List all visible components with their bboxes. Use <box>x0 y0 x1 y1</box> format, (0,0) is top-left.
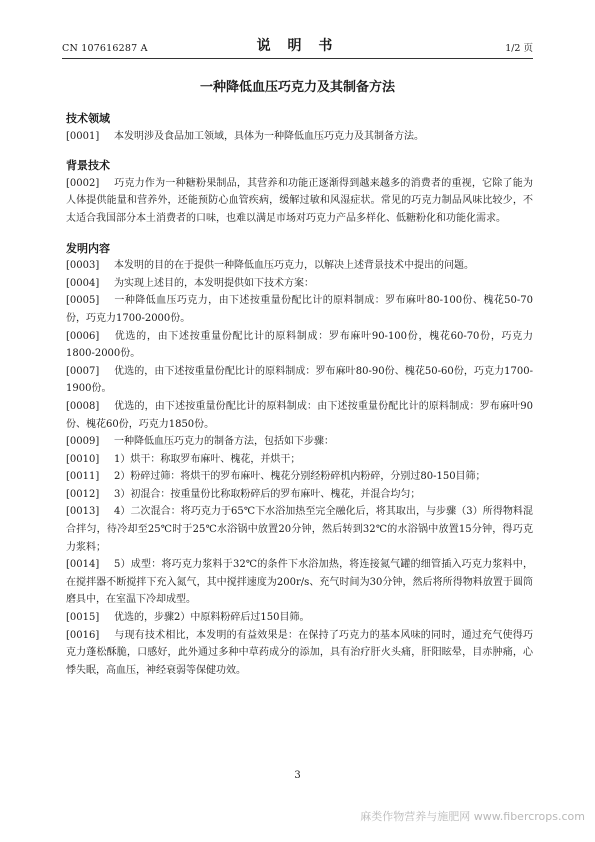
paragraph <box>66 451 533 469</box>
paragraph-text: 5）成型：将巧克力浆料于32℃的条件下水浴加热，将连接氮气罐的细管插入巧克力浆料中，在搅拌器不断搅拌下充入氮气，其中搅拌速度为200r/s、充气时间为30分钟，然后将所得物料放置于圆筒磨具中，在室温下冷却成型。 <box>66 559 533 606</box>
paragraph <box>66 433 533 451</box>
paragraph-number: [0004] <box>66 277 100 289</box>
paragraph <box>66 292 533 327</box>
paragraph-text: 一种降低血压巧克力，由下述按重量份配比计的原料制成：罗布麻叶80-100份、槐花50-70份，巧克力1700-2000份。 <box>66 295 533 324</box>
paragraph-number: [0013] <box>66 506 100 518</box>
paragraph-text: 1）烘干：称取罗布麻叶、槐花，并烘干； <box>114 453 301 465</box>
paragraph-number: [0015] <box>66 612 100 624</box>
paragraph <box>66 556 533 609</box>
paragraph-text: 优选的，步骤2）中原料粉碎后过150目筛。 <box>114 612 310 624</box>
paragraph <box>66 486 533 504</box>
paragraph <box>66 175 533 228</box>
paragraph <box>66 328 533 363</box>
doc-type-title: 说 明 书 <box>256 38 339 54</box>
page-number: 3 <box>294 770 301 781</box>
page-count: 1/2 页 <box>505 43 533 54</box>
paragraph-number: [0008] <box>66 400 100 412</box>
paragraph-text: 2）粉碎过筛：将烘干的罗布麻叶、槐花分别经粉碎机内粉碎，分别过80-150目筛； <box>114 471 486 483</box>
paragraph-text: 本发明的目的在于提供一种降低血压巧克力，以解决上述背景技术中提出的问题。 <box>114 260 474 272</box>
document-title: 一种降低血压巧克力及其制备方法 <box>199 80 395 95</box>
section-heading-tech-field: 技术领域 <box>66 112 110 125</box>
paragraph-text: 4）二次混合：将巧克力于65℃下水浴加热至完全融化后，将其取出，与步骤（3）所得物料混合拌匀，待冷却至25℃时于25℃水浴锅中放置20分钟，然后转到32℃的水浴锅中放置15分钟，得巧克力浆料； <box>66 506 533 553</box>
paragraph-number: [0003] <box>66 260 100 272</box>
paragraph <box>66 468 533 486</box>
paragraph-number: [0007] <box>66 365 100 377</box>
paragraph <box>66 609 533 627</box>
paragraph-text: 为实现上述目的，本发明提供如下技术方案： <box>114 277 314 289</box>
paragraph-text: 一种降低血压巧克力的制备方法，包括如下步骤： <box>114 436 334 448</box>
paragraph-text: 3）初混合：按重量份比称取粉碎后的罗布麻叶、槐花，并混合均匀； <box>114 488 421 500</box>
paragraph <box>66 627 533 680</box>
section-heading-background: 背景技术 <box>66 159 110 173</box>
paragraph-number: [0016] <box>66 629 100 641</box>
paragraph-number: [0002] <box>66 177 100 189</box>
paragraph-text: 优选的，由下述按重量份配比计的原料制成：由下述按重量份配比计的原料制成：罗布麻叶90份、槐花60份，巧克力1850份。 <box>66 400 533 430</box>
paragraph-number: [0012] <box>66 488 100 500</box>
watermark-text: 麻类作物营养与施肥网 www.fibercrops.com <box>360 810 585 823</box>
paragraph-number: [0001] <box>66 130 100 142</box>
paragraph <box>66 503 533 556</box>
paragraph-number: [0011] <box>66 471 100 483</box>
document-body <box>66 110 533 679</box>
paragraph-text: 优选的，由下述按重量份配比计的原料制成：罗布麻叶90-100份，槐花60-70份，巧克力1800-2000份。 <box>66 330 533 360</box>
paragraph <box>66 128 533 146</box>
paragraph <box>66 257 533 275</box>
paragraph-number: [0010] <box>66 453 100 465</box>
paragraph-text: 优选的，由下述按重量份配比计的原料制成：罗布麻叶80-90份、槐花50-60份，巧克力1700-1900份。 <box>66 365 533 395</box>
paragraph <box>66 363 533 398</box>
paragraph-number: [0005] <box>66 295 100 307</box>
paragraph-text: 与现有技术相比，本发明的有益效果是：在保持了巧克力的基本风味的同时，通过充气使得巧克力蓬松酥脆，口感好，此外通过多种中草药成分的添加，具有治疗肝火头痛，肝阳眩晕，目赤肿痛，心悸失眠，高血压，神经衰弱等保健功效。 <box>66 629 533 676</box>
paragraph-number: [0009] <box>66 436 100 448</box>
paragraph <box>66 398 533 433</box>
doc-number: CN 107616287 A <box>62 43 148 54</box>
paragraph-text: 巧克力作为一种糖粉果制品，其营养和功能正逐渐得到越来越多的消费者的重视，它除了能为人体提供能量和营养外，还能预防心血管疾病，缓解过敏和风湿症状。常见的巧克力制品风味比较少，不太适合我国部分本土消费者的口味，也难以满足市场对巧克力产品多样化、低糖粉化和功能化需求。 <box>66 177 533 224</box>
paragraph-text: 本发明涉及食品加工领域，具体为一种降低血压巧克力及其制备方法。 <box>114 130 424 142</box>
paragraph-number: [0006] <box>66 330 100 342</box>
paragraph-number: [0014] <box>66 559 100 571</box>
paragraph <box>66 275 533 293</box>
section-heading-invention: 发明内容 <box>66 241 110 255</box>
page-header <box>62 34 533 59</box>
